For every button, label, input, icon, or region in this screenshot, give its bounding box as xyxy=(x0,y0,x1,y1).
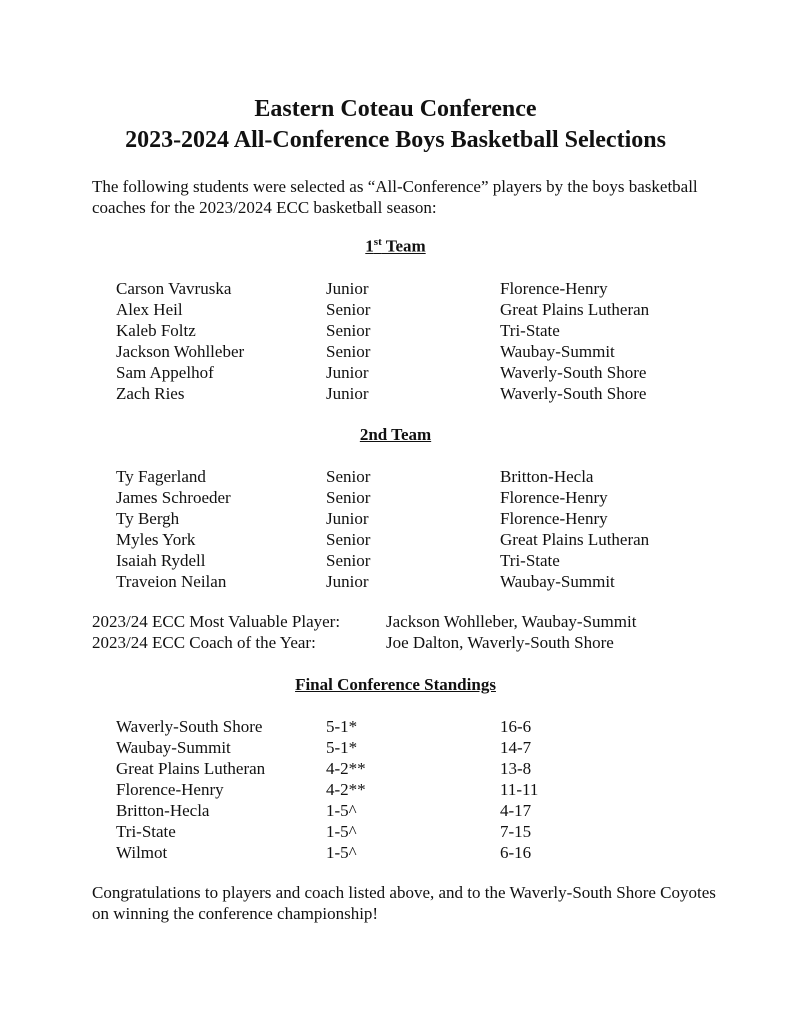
first-team-row xyxy=(0,300,791,321)
player-class: Senior xyxy=(326,467,371,486)
player-school: Waubay-Summit xyxy=(500,342,615,361)
first-team-heading-label: Team xyxy=(381,236,426,256)
second-team-row xyxy=(0,530,791,551)
player-school: Florence-Henry xyxy=(500,488,608,507)
player-class: Senior xyxy=(326,530,371,549)
conference-record: 1-5^ xyxy=(326,843,357,862)
intro-paragraph: The following students were selected as “All-Conference” players by the boys basketball coaches for the 2023/2024 ECC basketball season: xyxy=(92,177,698,217)
player-class: Junior xyxy=(326,384,369,403)
closing-paragraph: Congratulations to players and coach listed above, and to the Waverly-South Shore Coyotes on winning the conference championship! xyxy=(92,883,716,923)
team-name: Florence-Henry xyxy=(116,780,224,799)
first-team-row xyxy=(0,321,791,342)
player-school: Britton-Hecla xyxy=(500,467,594,486)
team-name: Wilmot xyxy=(116,843,168,862)
player-name: Traveion Neilan xyxy=(116,572,227,591)
player-school: Waubay-Summit xyxy=(500,572,615,591)
first-team-heading xyxy=(0,236,791,257)
first-team-row xyxy=(0,384,791,405)
player-school: Great Plains Lutheran xyxy=(500,530,650,549)
document-title: Eastern Coteau Conference xyxy=(254,96,537,122)
second-team-row xyxy=(0,551,791,572)
player-name: Jackson Wohlleber xyxy=(116,342,245,361)
player-name: Zach Ries xyxy=(116,384,185,403)
team-name: Britton-Hecla xyxy=(116,801,210,820)
standings-heading: Final Conference Standings xyxy=(295,675,496,694)
player-class: Senior xyxy=(326,551,371,570)
player-class: Junior xyxy=(326,509,369,528)
standings-row xyxy=(0,738,791,759)
second-team-heading: 2nd Team xyxy=(359,425,432,444)
player-name: Myles York xyxy=(116,530,196,549)
conference-record: 1-5^ xyxy=(326,822,357,841)
player-name: Kaleb Foltz xyxy=(116,321,196,340)
player-name: Carson Vavruska xyxy=(116,279,232,298)
first-team-row xyxy=(0,363,791,384)
player-name: Isaiah Rydell xyxy=(116,551,206,570)
player-name: Ty Bergh xyxy=(116,509,180,528)
player-school: Great Plains Lutheran xyxy=(500,300,650,319)
coach-award xyxy=(0,633,791,654)
player-name: Ty Fagerland xyxy=(116,467,206,486)
player-school: Tri-State xyxy=(500,551,560,570)
second-team-row xyxy=(0,488,791,509)
mvp-award xyxy=(0,612,791,633)
standings-row xyxy=(0,717,791,738)
overall-record: 14-7 xyxy=(500,738,532,757)
overall-record: 7-15 xyxy=(500,822,532,841)
conference-record: 4-2** xyxy=(326,759,366,778)
player-name: Sam Appelhof xyxy=(116,363,214,382)
second-team-row xyxy=(0,572,791,593)
first-team-row xyxy=(0,279,791,300)
conference-record: 5-1* xyxy=(326,717,358,736)
second-team-row xyxy=(0,467,791,488)
player-school: Tri-State xyxy=(500,321,560,340)
document-subtitle: 2023-2024 All-Conference Boys Basketball Selections xyxy=(125,127,666,153)
standings-row xyxy=(0,843,791,864)
overall-record: 13-8 xyxy=(500,759,532,778)
player-class: Senior xyxy=(326,488,371,507)
player-class: Junior xyxy=(326,363,369,382)
team-name: Waubay-Summit xyxy=(116,738,231,757)
award-label: 2023/24 ECC Most Valuable Player: xyxy=(92,612,341,631)
player-class: Senior xyxy=(326,300,371,319)
standings-row xyxy=(0,822,791,843)
standings-row xyxy=(0,801,791,822)
second-team-row xyxy=(0,509,791,530)
player-class: Junior xyxy=(326,279,369,298)
overall-record: 4-17 xyxy=(500,801,532,820)
player-school: Florence-Henry xyxy=(500,279,608,298)
award-value: Jackson Wohlleber, Waubay-Summit xyxy=(386,612,637,631)
first-team-row xyxy=(0,342,791,363)
first-team-heading-ordinal: st xyxy=(373,236,382,248)
player-class: Junior xyxy=(326,572,369,591)
team-name: Great Plains Lutheran xyxy=(116,759,266,778)
standings-row xyxy=(0,759,791,780)
standings-row xyxy=(0,780,791,801)
overall-record: 6-16 xyxy=(500,843,532,862)
award-value: Joe Dalton, Waverly-South Shore xyxy=(386,633,614,652)
player-name: James Schroeder xyxy=(116,488,231,507)
first-team-heading-number: 1 xyxy=(365,236,374,256)
player-name: Alex Heil xyxy=(116,300,183,319)
award-label: 2023/24 ECC Coach of the Year: xyxy=(92,633,316,652)
player-class: Senior xyxy=(326,342,371,361)
team-name: Tri-State xyxy=(116,822,176,841)
conference-record: 1-5^ xyxy=(326,801,357,820)
overall-record: 16-6 xyxy=(500,717,532,736)
team-name: Waverly-South Shore xyxy=(116,717,263,736)
player-school: Florence-Henry xyxy=(500,509,608,528)
player-class: Senior xyxy=(326,321,371,340)
player-school: Waverly-South Shore xyxy=(500,384,647,403)
conference-record: 5-1* xyxy=(326,738,358,757)
overall-record: 11-11 xyxy=(500,780,539,799)
player-school: Waverly-South Shore xyxy=(500,363,647,382)
conference-record: 4-2** xyxy=(326,780,366,799)
